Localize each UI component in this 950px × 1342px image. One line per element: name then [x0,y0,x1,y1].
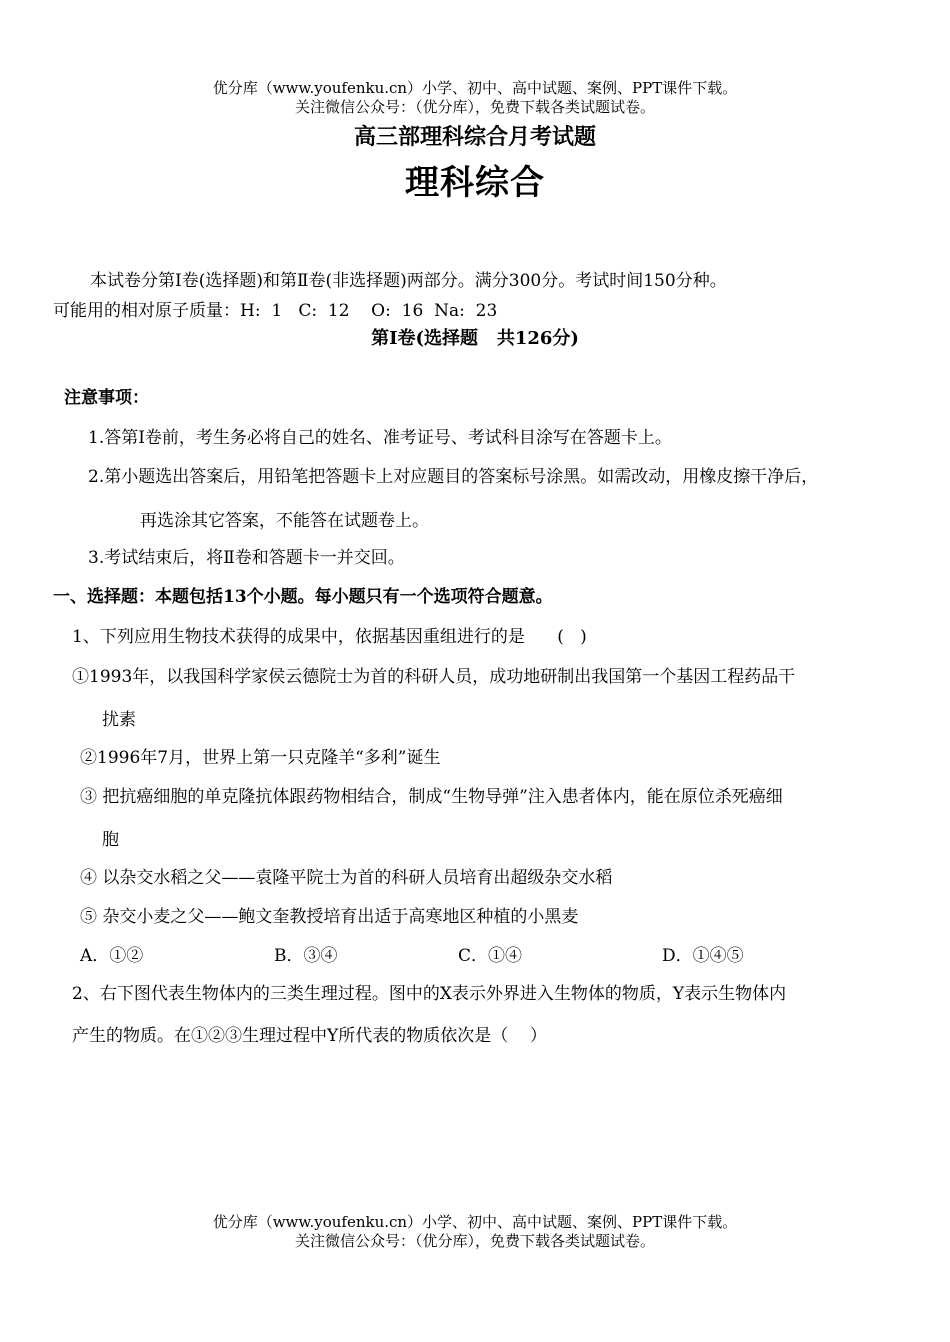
note-item-2-line-2: 再选涂其它答案，不能答在试题卷上。 [140,511,429,531]
q2-line-1: 2、右下图代表生物体内的三类生理过程。图中的X表示外界进入生物体的物质，Y表示生物体内 [72,984,787,1004]
note-item-1: 1.答第Ⅰ卷前，考生务必将自己的姓名、准考证号、考试科目涂写在答题卡上。 [88,428,672,448]
q1-option-b[interactable]: B．③④ [274,946,338,966]
q1-statement-4: ④ 以杂交水稻之父——袁隆平院士为首的科研人员培育出超级杂交水稻 [80,868,613,888]
exam-title: 高三部理科综合月考试题 [353,124,596,150]
q1-statement-2: ②1996年7月，世界上第一只克隆羊“多利”诞生 [80,748,441,768]
q1-statement-3-line-1: ③ 把抗癌细胞的单克隆抗体跟药物相结合，制成“生物导弹”注入患者体内，能在原位杀死癌细 [80,787,783,807]
q1-option-a[interactable]: A．①② [80,946,144,966]
q1-statement-1-line-2: 扰素 [102,710,136,730]
header-line-2: 关注微信公众号：（优分库），免费下载各类试题试卷。 [294,98,655,116]
q1-option-c[interactable]: C．①④ [458,946,523,966]
note-item-2-line-1: 2.第小题选出答案后，用铅笔把答题卡上对应题目的答案标号涂黑。如需改动，用橡皮擦干净后， [88,467,819,487]
section-1-title: 第Ⅰ卷(选择题 共126分) [371,328,579,349]
exam-subject-title: 理科综合 [405,163,545,203]
atomic-mass-line: 可能用的相对原子质量：H: 1 C: 12 O: 16 Na: 23 [53,301,498,321]
header-line-1: 优分库（www.youfenku.cn）小学、初中、高中试题、案例、PPT课件下载。 [212,79,738,97]
q1-stem: 1、下列应用生物技术获得的成果中，依据基因重组进行的是 ( ) [72,627,587,647]
q1-statement-5: ⑤ 杂交小麦之父——鲍文奎教授培育出适于高寒地区种植的小黑麦 [80,907,579,927]
notes-heading: 注意事项： [64,388,149,408]
q1-statement-3-line-2: 胞 [102,830,119,850]
q2-line-2: 产生的物质。在①②③生理过程中Y所代表的物质依次是（ ） [72,1026,547,1046]
q1-option-d[interactable]: D．①④⑤ [662,946,744,966]
footer-line-1: 优分库（www.youfenku.cn）小学、初中、高中试题、案例、PPT课件下载。 [212,1213,738,1231]
intro-line-1: 本试卷分第Ⅰ卷(选择题)和第Ⅱ卷(非选择题)两部分。满分300分。考试时间150分种。 [90,271,727,291]
note-item-3: 3.考试结束后，将Ⅱ卷和答题卡一并交回。 [88,548,405,568]
footer-line-2: 关注微信公众号：（优分库），免费下载各类试题试卷。 [294,1232,655,1250]
q1-statement-1-line-1: ①1993年，以我国科学家侯云德院士为首的科研人员，成功地研制出我国第一个基因工程药品干 [72,667,796,687]
part-1-heading: 一、选择题：本题包括13个小题。每小题只有一个选项符合题意。 [53,587,553,607]
